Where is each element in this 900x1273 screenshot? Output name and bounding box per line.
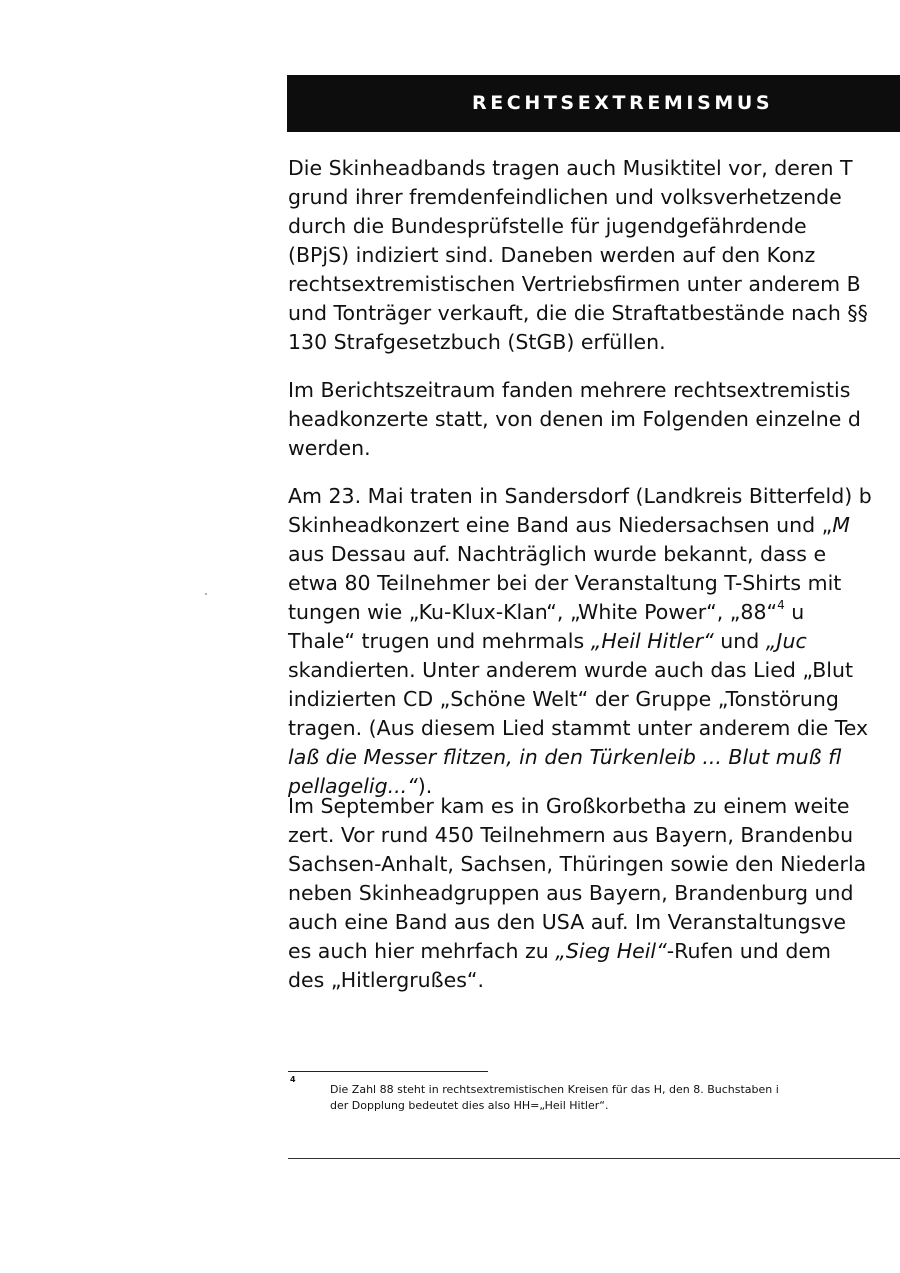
text-line bbox=[288, 299, 868, 328]
page-bottom-rule bbox=[288, 1158, 900, 1159]
text-line bbox=[288, 270, 868, 299]
text-line bbox=[288, 154, 868, 183]
section-header-title: RECHTSEXTREMISMUS bbox=[472, 92, 774, 114]
italic-text: pellagelig...“ bbox=[288, 774, 418, 798]
footnote-reference: 4 bbox=[777, 598, 785, 612]
footnote-line: Die Zahl 88 steht in rechtsextremistischen Kreisen für das H, den 8. Buchstaben i bbox=[330, 1083, 779, 1096]
text-segment: Sachsen-Anhalt, Sachsen, Thüringen sowie den Niederla bbox=[288, 852, 867, 876]
paragraph-4 bbox=[288, 792, 866, 995]
text-line bbox=[288, 376, 861, 405]
paragraph-1 bbox=[288, 154, 868, 357]
text-line bbox=[288, 821, 866, 850]
text-segment: Thale“ trugen und mehrmals bbox=[288, 629, 591, 653]
text-segment: es auch hier mehrfach zu bbox=[288, 939, 556, 963]
text-segment: skandierten. Unter anderem wurde auch das Lied „Blut bbox=[288, 658, 854, 682]
text-segment: indizierten CD „Schöne Welt“ der Gruppe „Tonstörung bbox=[288, 687, 839, 711]
text-segment: durch die Bundesprüfstelle für jugendgefährdende bbox=[288, 214, 807, 238]
text-line bbox=[288, 627, 872, 656]
text-line bbox=[288, 714, 872, 743]
text-line bbox=[288, 966, 866, 995]
text-segment: und Tonträger verkauft, die die Straftatbestände nach §§ bbox=[288, 301, 868, 325]
paragraph-2 bbox=[288, 376, 861, 463]
text-segment: (BPjS) indiziert sind. Daneben werden auf den Konz bbox=[288, 243, 816, 267]
footnote-separator bbox=[288, 1071, 488, 1072]
italic-text: „Heil Hitler“ bbox=[590, 629, 714, 653]
text-line bbox=[288, 183, 868, 212]
text-segment: werden. bbox=[288, 436, 371, 460]
footnote-line: der Dopplung bedeutet dies also HH=„Heil Hitler“. bbox=[330, 1099, 609, 1112]
text-line bbox=[288, 792, 866, 821]
text-line bbox=[288, 850, 866, 879]
text-segment: -Rufen und dem bbox=[666, 939, 831, 963]
text-segment: grund ihrer fremdenfeindlichen und volksverhetzende bbox=[288, 185, 842, 209]
text-line bbox=[288, 685, 872, 714]
text-segment: des „Hitlergrußes“. bbox=[288, 968, 485, 992]
text-line bbox=[288, 434, 861, 463]
italic-text: „Sieg Heil“ bbox=[555, 939, 667, 963]
text-segment: auch eine Band aus den USA auf. Im Veranstaltungsve bbox=[288, 910, 847, 934]
text-line bbox=[288, 511, 872, 540]
text-segment: Am 23. Mai traten in Sandersdorf (Landkreis Bitterfeld) b bbox=[288, 484, 872, 508]
text-segment: etwa 80 Teilnehmer bei der Veranstaltung T-Shirts mit bbox=[288, 571, 842, 595]
italic-text: laß die Messer flitzen, in den Türkenleib ... Blut muß fl bbox=[288, 745, 842, 769]
italic-text: M bbox=[832, 513, 850, 537]
text-line bbox=[288, 405, 861, 434]
text-line bbox=[288, 598, 872, 627]
text-segment: tungen wie „Ku-Klux-Klan“, „White Power“, „88“ bbox=[288, 600, 778, 624]
text-line bbox=[288, 937, 866, 966]
paragraph-3 bbox=[288, 482, 872, 801]
text-segment: zert. Vor rund 450 Teilnehmern aus Bayern, Brandenbu bbox=[288, 823, 854, 847]
text-line bbox=[288, 743, 872, 772]
text-segment: tragen. (Aus diesem Lied stammt unter anderem die Tex bbox=[288, 716, 869, 740]
text-line bbox=[288, 879, 866, 908]
text-segment: aus Dessau auf. Nachträglich wurde bekannt, dass e bbox=[288, 542, 827, 566]
footnote-marker: 4 bbox=[290, 1075, 296, 1084]
text-segment: neben Skinheadgruppen aus Bayern, Brandenburg und bbox=[288, 881, 854, 905]
margin-dot bbox=[205, 593, 207, 595]
text-line bbox=[288, 569, 872, 598]
text-segment: 130 Strafgesetzbuch (StGB) erfüllen. bbox=[288, 330, 666, 354]
text-segment: und bbox=[713, 629, 766, 653]
text-line bbox=[288, 540, 872, 569]
text-segment: headkonzerte statt, von denen im Folgenden einzelne d bbox=[288, 407, 861, 431]
text-line bbox=[288, 212, 868, 241]
text-line bbox=[288, 656, 872, 685]
section-header-bar bbox=[287, 75, 900, 132]
text-segment: rechtsextremistischen Vertriebsfirmen unter anderem B bbox=[288, 272, 861, 296]
text-segment: Die Skinheadbands tragen auch Musiktitel vor, deren T bbox=[288, 156, 853, 180]
footnote-text bbox=[330, 1082, 779, 1114]
text-segment: u bbox=[784, 600, 805, 624]
text-line bbox=[288, 241, 868, 270]
text-segment: Skinheadkonzert eine Band aus Niedersachsen und „ bbox=[288, 513, 833, 537]
text-line bbox=[288, 328, 868, 357]
italic-text: „Juc bbox=[765, 629, 807, 653]
text-segment: ). bbox=[417, 774, 433, 798]
text-line bbox=[288, 908, 866, 937]
text-line bbox=[288, 482, 872, 511]
text-segment: Im Berichtszeitraum fanden mehrere rechtsextremistis bbox=[288, 378, 851, 402]
text-segment: Im September kam es in Großkorbetha zu einem weite bbox=[288, 794, 850, 818]
